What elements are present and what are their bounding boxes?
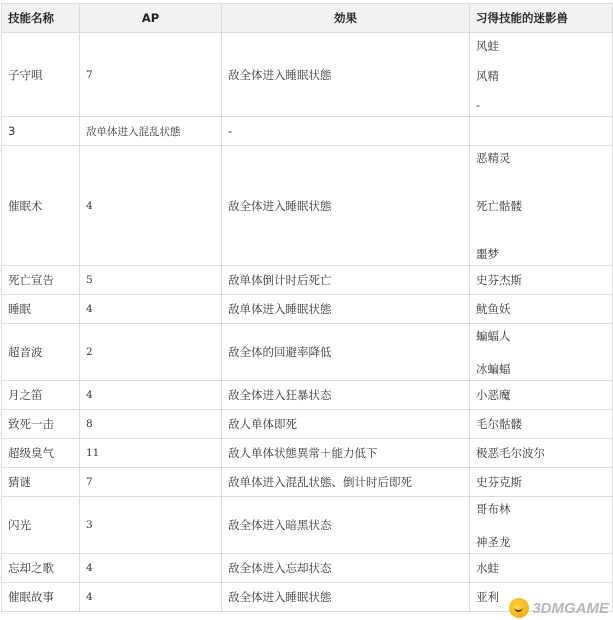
table-row [2, 33, 613, 117]
watermark-text: 3DMGAME [532, 599, 609, 617]
effect-cell: 敌全体进入睡眠状態 [222, 583, 470, 612]
skill-name-cell: 3 [2, 117, 80, 146]
monster-name: 死亡骷髅 [476, 198, 522, 213]
monsters-cell [470, 497, 613, 554]
skill-name-cell: 忘却之歌 [2, 554, 80, 583]
table-row [2, 410, 613, 439]
effect-cell: 敌全体的回避率降低 [222, 324, 470, 381]
monsters-cell [470, 554, 613, 583]
ap-cell: 4 [80, 554, 222, 583]
skills-table [1, 3, 613, 612]
effect-cell: 敌人单体状態異常＋能力低下 [222, 439, 470, 468]
effect-cell: 敌全体进入睡眠状態 [222, 33, 470, 117]
monster-name: 恶精灵 [476, 150, 511, 165]
table-row [2, 381, 613, 410]
ap-cell: 7 [80, 33, 222, 117]
header-monsters: 习得技能的迷影兽 [470, 4, 613, 33]
effect-cell: 敌全体进入睡眠状態 [222, 146, 470, 266]
effect-cell: 敌人单体即死 [222, 410, 470, 439]
effect-cell: 敌全体进入忘却状态 [222, 554, 470, 583]
monster-name: 冰蝙蝠 [476, 361, 511, 376]
skill-name-cell: 闪光 [2, 497, 80, 554]
table-row [2, 439, 613, 468]
monster-name: 神圣龙 [476, 534, 511, 549]
monster-name: 风精 [476, 68, 499, 83]
smiley-logo-icon [509, 598, 529, 618]
ap-cell: 4 [80, 583, 222, 612]
monster-name: - [476, 97, 481, 112]
skill-name-cell: 死亡宣告 [2, 266, 80, 295]
monsters-cell [470, 33, 613, 117]
table-row [2, 497, 613, 554]
monster-name: 小恶魔 [476, 388, 511, 402]
table-row [2, 468, 613, 497]
table-row [2, 324, 613, 381]
monster-name: 风蛙 [476, 38, 499, 53]
monsters-cell [470, 146, 613, 266]
monster-name: 鱿鱼妖 [476, 302, 511, 316]
ap-cell: 11 [80, 439, 222, 468]
ap-cell: 敌单体进入混乱状態 [80, 117, 222, 146]
monsters-cell [470, 117, 613, 146]
skill-name-cell: 致死一击 [2, 410, 80, 439]
header-row [2, 4, 613, 33]
skill-name-cell: 猜谜 [2, 468, 80, 497]
skill-name-cell: 睡眠 [2, 295, 80, 324]
skill-name-cell: 超音波 [2, 324, 80, 381]
table-row [2, 146, 613, 266]
effect-cell: - [222, 117, 470, 146]
table-row [2, 117, 613, 146]
skill-name-cell: 催眠术 [2, 146, 80, 266]
table-row [2, 295, 613, 324]
monster-name: 水蛙 [476, 561, 499, 575]
skill-name-cell: 子守唄 [2, 33, 80, 117]
skill-name-cell: 催眠故事 [2, 583, 80, 612]
skill-name-cell: 月之笛 [2, 381, 80, 410]
ap-cell: 5 [80, 266, 222, 295]
effect-cell: 敌单体进入睡眠状態 [222, 295, 470, 324]
monsters-cell [470, 468, 613, 497]
effect-cell: 敌单体倒计时后死亡 [222, 266, 470, 295]
monsters-cell [470, 439, 613, 468]
ap-cell: 4 [80, 295, 222, 324]
monster-name: 毛尔骷髅 [476, 417, 522, 431]
monster-name: 噩梦 [476, 246, 499, 261]
ap-cell: 4 [80, 381, 222, 410]
table-row [2, 554, 613, 583]
ap-cell: 2 [80, 324, 222, 381]
monster-name: 史芬杰斯 [476, 273, 522, 287]
ap-cell: 8 [80, 410, 222, 439]
monsters-cell [470, 295, 613, 324]
table-row [2, 266, 613, 295]
monster-name: 史芬克斯 [476, 475, 522, 489]
monsters-cell [470, 381, 613, 410]
header-skill-name: 技能名称 [2, 4, 80, 33]
ap-cell: 4 [80, 146, 222, 266]
monsters-cell [470, 266, 613, 295]
monster-name: 蝙蝠人 [476, 328, 511, 343]
skill-name-cell: 超级臭气 [2, 439, 80, 468]
ap-cell: 3 [80, 497, 222, 554]
header-effect: 効果 [222, 4, 470, 33]
ap-cell: 7 [80, 468, 222, 497]
monsters-cell [470, 410, 613, 439]
monsters-cell [470, 324, 613, 381]
effect-cell: 敌全体进入暗黑状态 [222, 497, 470, 554]
monster-name: 哥布林 [476, 501, 511, 516]
effect-cell: 敌全体进入狂暴状态 [222, 381, 470, 410]
monster-name: 极恶毛尔波尔 [476, 446, 545, 460]
monster-name: 亚利 [476, 590, 499, 604]
watermark [509, 598, 609, 618]
header-ap: AP [80, 4, 222, 33]
effect-cell: 敌单体进入混乱状態、倒计时后即死 [222, 468, 470, 497]
